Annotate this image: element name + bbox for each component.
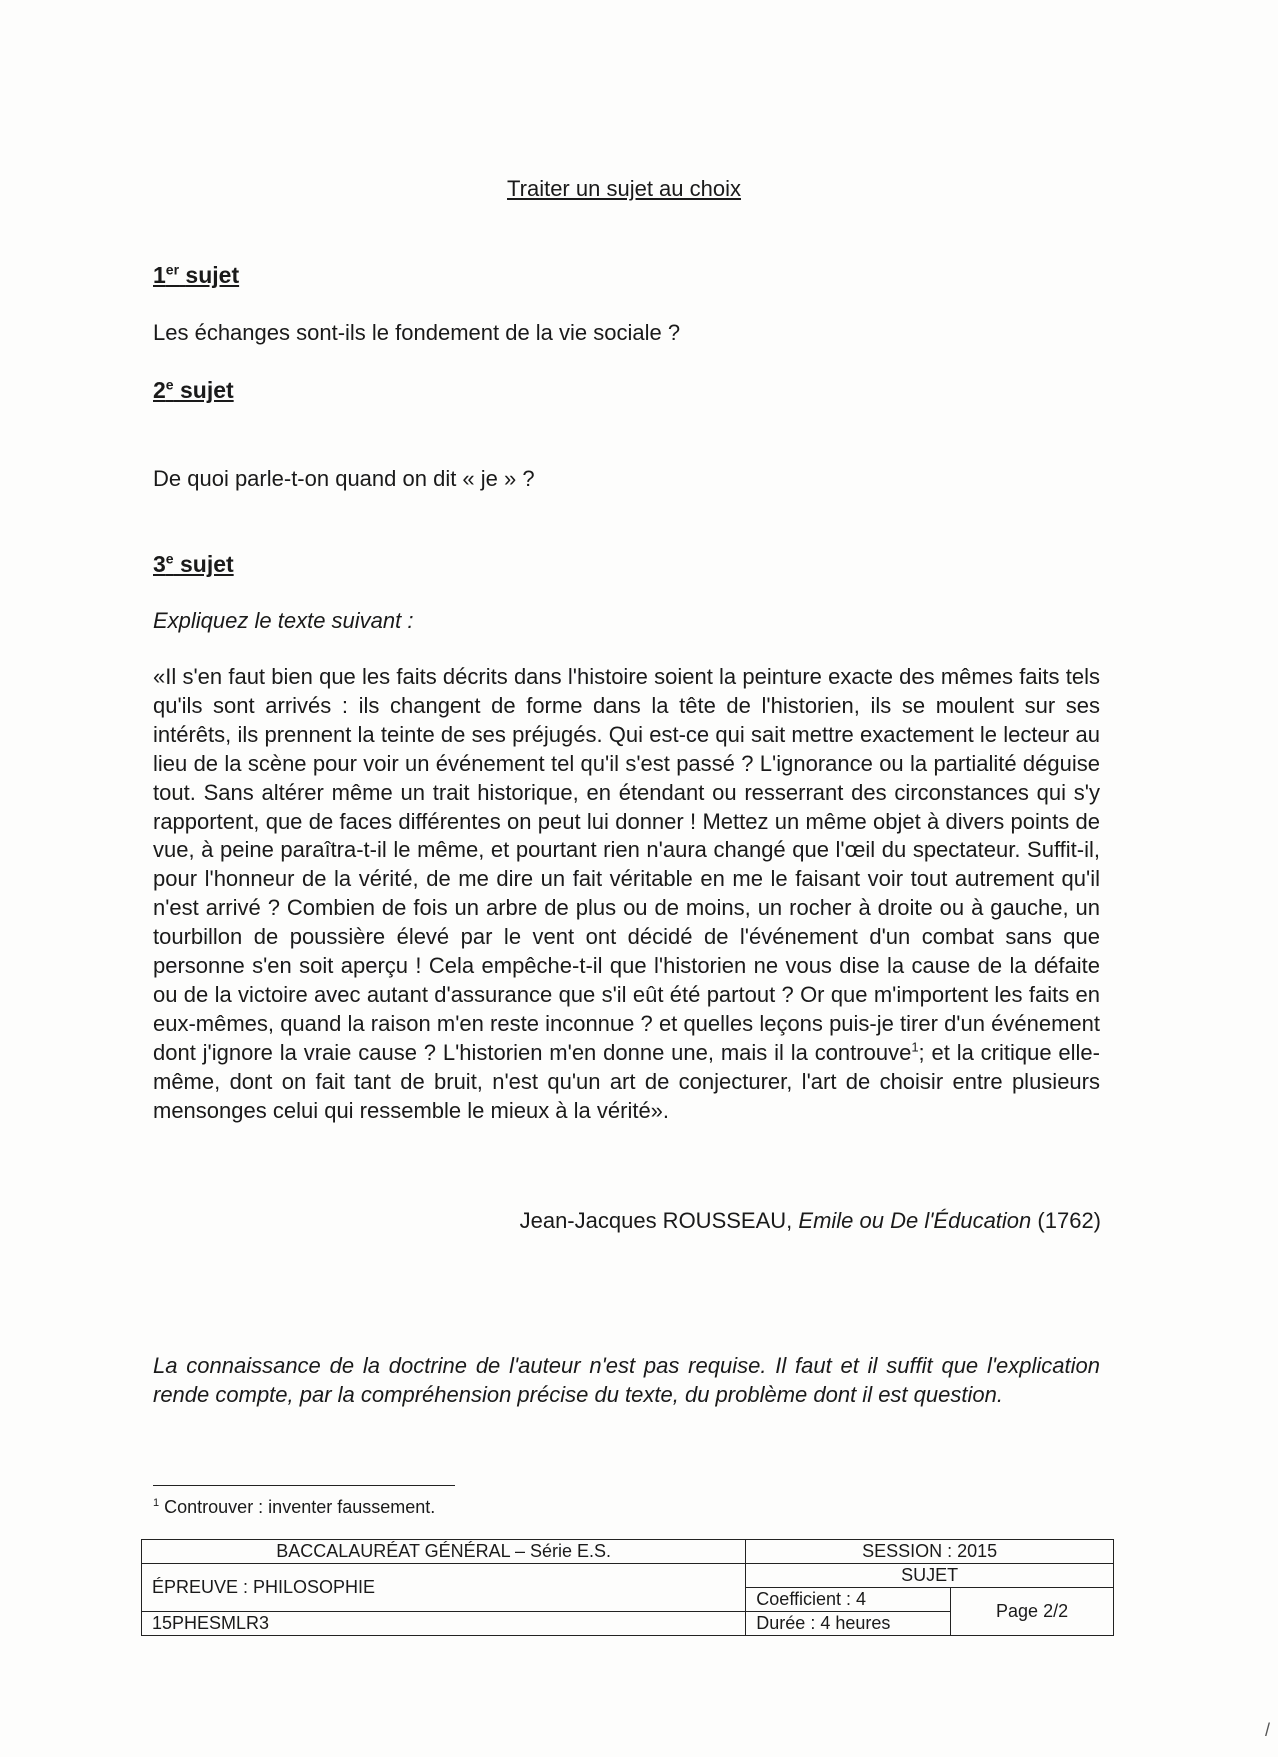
footer-duree: Durée : 4 heures [746, 1612, 951, 1636]
footer-sujet: SUJET [746, 1564, 1114, 1588]
subject-3-number: 3 [153, 551, 166, 577]
footnote-text: Controuver : inventer faussement. [164, 1497, 436, 1517]
subject-2-question: De quoi parle-t-on quand on dit « je » ? [153, 466, 535, 491]
subject-1-label: sujet [185, 262, 240, 288]
page-heading: Traiter un sujet au choix [507, 176, 741, 201]
footer-code: 15PHESMLR3 [142, 1612, 746, 1636]
exam-footer-table [141, 1539, 1114, 1636]
subject-2-label: sujet [179, 377, 234, 403]
quote-text-part-2: ; et la critique elle-même, dont on fait tant de bruit, n'est qu'un art de conjecturer, l'art de choisir entre plusieurs mensonges celui qui ressemble le mieux à la vérité». [153, 1039, 1100, 1123]
quote-footnote-ref: 1 [911, 1039, 919, 1055]
subject-1-title [153, 262, 239, 289]
scan-mark: / [1264, 1720, 1270, 1740]
subject-2-number: 2 [153, 377, 166, 403]
footer-coefficient: Coefficient : 4 [746, 1588, 951, 1612]
subject-2-ordinal: e [165, 376, 174, 393]
quoted-text [153, 663, 1100, 1126]
attribution-author: Jean-Jacques ROUSSEAU, [519, 1208, 793, 1233]
subject-1-number: 1 [153, 262, 166, 288]
attribution-work: Emile ou De l'Éducation [798, 1208, 1032, 1233]
footer-session: SESSION : 2015 [746, 1540, 1114, 1564]
footnote [153, 1497, 435, 1518]
subject-2-title [153, 377, 234, 404]
quote-text-part-1: «Il s'en faut bien que les faits décrits dans l'histoire soient la peinture exacte des mêmes faits tels qu'ils sont arrivés : ils changent de forme dans la tête de l'historien, ils se moulent sur ses intérêts, ils prennent la teinte de ses préjugés. Qui est-ce qui sait mettre exactement le lecteur au lieu de la scène pour voir un événement tel qu'il s'est passé ? L'ignorance ou la partialité déguise tout. Sans altérer même un trait historique, en étendant ou resserrant des circonstances qui s'y rapportent, que de faces différentes on peut lui donner ! Mettez un même objet à divers points de vue, à peine paraîtra-t-il le même, et pourtant rien n'aura changé que l'œil du spectateur. Suffit-il, pour l'honneur de la vérité, de me dire un fait véritable en me le faisant voir tout autrement qu'il n'est arrivé ? Combien de fois un arbre de plus ou de moins, un rocher à droite ou à gauche, un tourbillon de poussière élevé par le vent ont décidé de l'événement d'un combat sans que personne s'en soit aperçu ! Cela empêche-t-il que l'historien ne vous dise la cause de la défaite ou de la victoire avec autant d'assurance que s'il eût été partout ? Or que m'importent les faits en eux-mêmes, quand la raison m'en reste inconnue ? et quelles leçons puis-je tirer d'un événement dont j'ignore la vraie cause ? L'historien m'en donne une, mais il la controuve [153, 664, 1100, 1065]
footer-epreuve: ÉPREUVE : PHILOSOPHIE [142, 1564, 746, 1612]
footnote-divider [153, 1485, 455, 1486]
subject-3-ordinal: e [165, 550, 174, 567]
attribution [153, 1208, 1101, 1234]
subject-1-ordinal: er [165, 261, 180, 278]
subject-3-title [153, 551, 234, 578]
subject-1-question: Les échanges sont-ils le fondement de la vie sociale ? [153, 320, 681, 345]
footer-exam: BACCALAURÉAT GÉNÉRAL – Série E.S. [142, 1540, 746, 1564]
subject-3-label: sujet [179, 551, 234, 577]
attribution-year: (1762) [1037, 1208, 1101, 1233]
instruction: Expliquez le texte suivant : [153, 608, 414, 633]
exam-note: La connaissance de la doctrine de l'auteur n'est pas requise. Il faut et il suffit que l'explication rende compte, par la compréhension précise du texte, du problème dont il est question. [153, 1353, 1100, 1407]
footnote-number: 1 [153, 1497, 160, 1509]
footer-page: Page 2/2 [951, 1588, 1114, 1636]
